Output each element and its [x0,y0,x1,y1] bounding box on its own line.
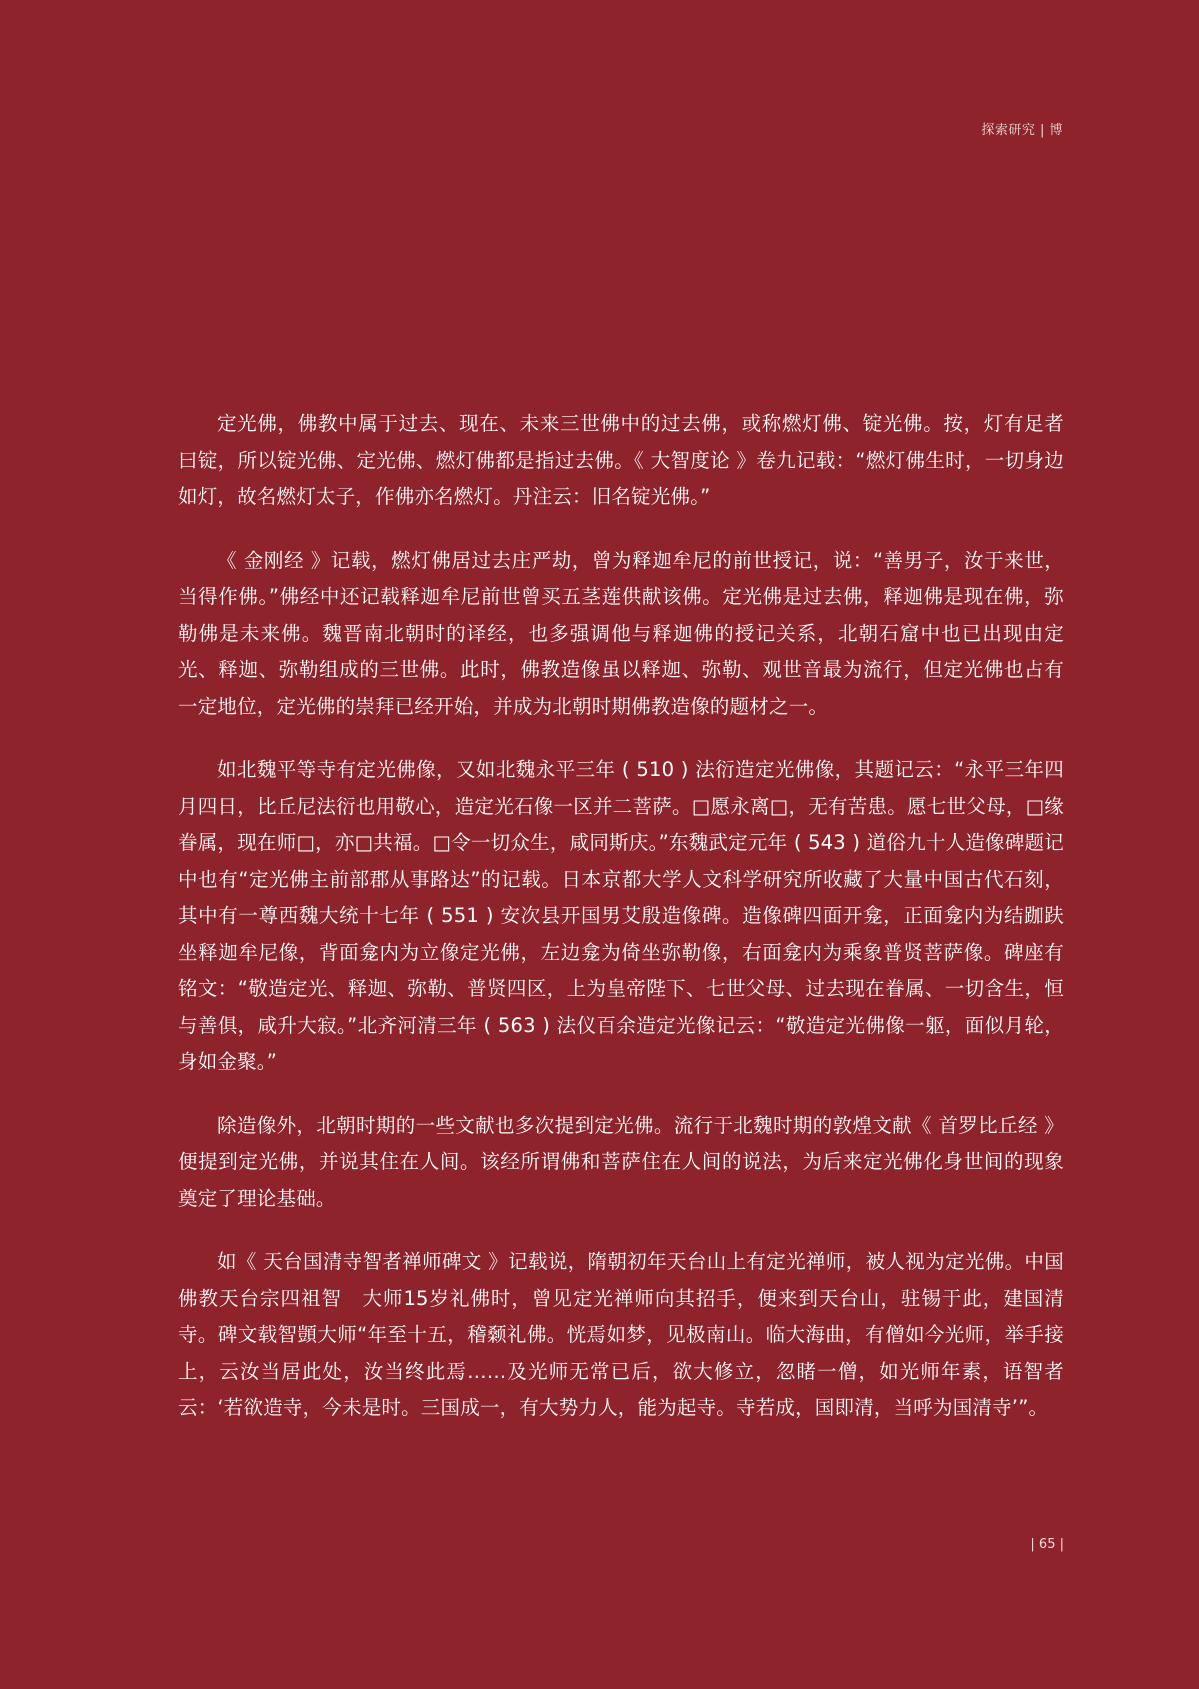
paragraph-4: 除造像外，北朝时期的一些文献也多次提到定光佛。流行于北魏时期的敦煌文献《 首罗比丘经 》便提到定光佛，并说其住在人间。该经所谓佛和菩萨住在人间的说法，为后来定光佛化身世间的现象奠定了理论基础。 [178,1113,1064,1210]
page-number: | 65 | [1030,1537,1064,1552]
paragraph-2: 《 金刚经 》记载，燃灯佛居过去庄严劫，曾为释迦牟尼的前世授记，说：“善男子，汝于来世，当得作佛。”佛经中还记载释迦牟尼前世曾买五茎莲供献该佛。定光佛是过去佛，释迦佛是现在佛，弥勒佛是未来佛。魏晋南北朝时的译经，也多强调他与释迦佛的授记关系，北朝石窟中也已出现由定光、释迦、弥勒组成的三世佛。此时，佛教造像虽以释迦、弥勒、观世音最为流行，但定光佛也占有一定地位，定光佛的崇拜已经开始，并成为北朝时期佛教造像的题材之一。 [178,548,1064,718]
paragraph-3: 如北魏平等寺有定光佛像，又如北魏永平三年 ( 510 ) 法衍造定光佛像，其题记云：“永平三年四月四日，比丘尼法衍也用敬心，造定光石像一区并二菩萨。□愿永离□，无有苦患。愿七世父母，□缘眷属，现在师□，亦□共福。□令一切众生，咸同斯庆。”东魏武定元年 ( 543 ) 道俗九十人造像碑题记中也有“定光佛主前部郡从事路达”的记载。日本京都大学人文科学研究所收藏了大量中国古代石刻，其中有一尊西魏大统十七年 ( 551 ) 安次县开国男艾殷造像碑。造像碑四面开龛，正面龛内为结跏趺坐释迦牟尼像，背面龛内为立像定光佛，左边龛为倚坐弥勒像，右面龛内为乘象普贤菩萨像。碑座有铭文：“敬造定光、释迦、弥勒、普贤四区，上为皇帝陛下、七世父母、过去现在眷属、一切含生，恒与善俱，咸升大寂。”北齐河清三年 ( 563 ) 法仪百余造定光像记云：“敬造定光佛像一躯，面似月轮，身如金聚。” [178,758,1064,1073]
article-body [178,406,1064,1454]
paragraph-5: 如《 天台国清寺智者禅师碑文 》记载说，隋朝初年天台山上有定光禅师，被人视为定光佛。中国佛教天台宗四祖智 大师15岁礼佛时，曾见定光禅师向其招手，便来到天台山，驻锡于此，建国清寺。碑文载智顗大师“年至十五，稽颡礼佛。恍焉如梦，见极南山。临大海曲，有僧如今光师，举手接上，云汝当居此处，汝当终此焉……及光师无常已后，欲大修立，忽睹一僧，如光师年素，语智者云：‘若欲造寺，今未是时。三国成一，有大势力人，能为起寺。寺若成，国即清，当呼为国清寺’”。 [178,1250,1064,1419]
paragraph-1: 定光佛，佛教中属于过去、现在、未来三世佛中的过去佛，或称燃灯佛、锭光佛。按，灯有足者曰锭，所以锭光佛、定光佛、燃灯佛都是指过去佛。《 大智度论 》卷九记载：“燃灯佛生时，一切身边如灯，故名燃灯太子，作佛亦名燃灯。丹注云：旧名锭光佛。” [178,412,1064,508]
section-header: 探索研究 | 博 [981,123,1063,138]
